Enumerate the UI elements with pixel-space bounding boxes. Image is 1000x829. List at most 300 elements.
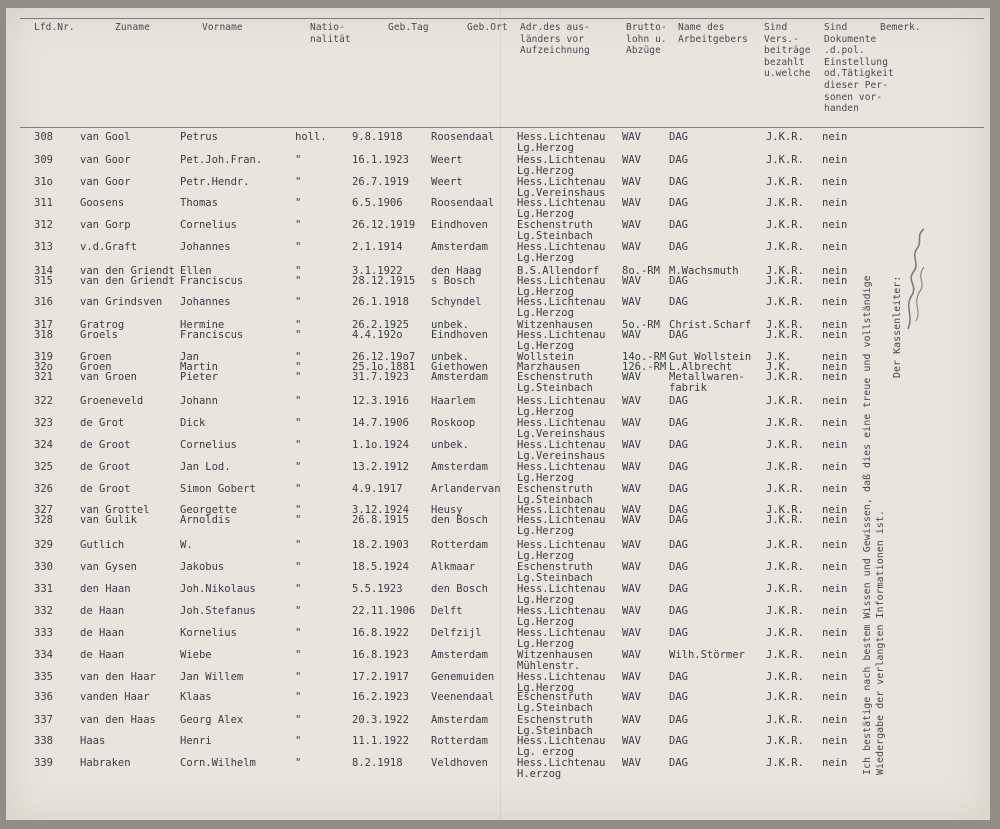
row-surname: van Gulik: [80, 514, 137, 526]
row-insurance: J.K.: [766, 361, 792, 373]
row-insurance: J.K.R.: [766, 583, 804, 595]
row-employer: M.Wachsmuth: [669, 265, 739, 277]
row-nationality: ": [295, 329, 302, 341]
row-row-number: 324: [34, 439, 53, 451]
row-wage: WAV: [622, 514, 641, 526]
row-documents: nein: [822, 461, 848, 473]
row-documents: nein: [822, 265, 848, 277]
row-insurance: J.K.R.: [766, 757, 804, 769]
row-surname: van den Haar: [80, 671, 156, 683]
row-birth-place: Giethowen: [431, 361, 488, 373]
row-address: Hess.Lichtenau Lg.Herzog: [517, 275, 606, 298]
row-employer: DAG: [669, 197, 688, 209]
row-row-number: 322: [34, 395, 53, 407]
row-birth-place: Eindhoven: [431, 219, 488, 231]
row-row-number: 328: [34, 514, 53, 526]
row-nationality: ": [295, 514, 302, 526]
row-address: Hess.Lichtenau Lg.Herzog: [517, 605, 606, 628]
row-birth-date: 26.12.19o7: [352, 351, 416, 363]
row-employer: Wilh.Störmer: [669, 649, 745, 661]
row-documents: nein: [822, 197, 848, 209]
page-fold: [500, 8, 501, 820]
row-documents: nein: [822, 131, 848, 143]
row-row-number: 334: [34, 649, 53, 661]
row-insurance: J.K.R.: [766, 176, 804, 188]
row-nationality: ": [295, 757, 302, 769]
row-employer: DAG: [669, 714, 688, 726]
row-wage: WAV: [622, 439, 641, 451]
row-birth-date: 26.1.1918: [352, 296, 409, 308]
row-nationality: ": [295, 275, 302, 287]
row-nationality: ": [295, 483, 302, 495]
row-employer: L.Albrecht: [669, 361, 733, 373]
row-address: Hess.Lichtenau H.erzog: [517, 757, 606, 780]
header-versicherungsbeitraege: Sind Vers.- beiträge bezahlt u.welche: [764, 22, 811, 80]
row-documents: nein: [822, 241, 848, 253]
row-address: Hess.Lichtenau Lg.Vereinshaus: [517, 176, 606, 199]
row-surname: vanden Haar: [80, 691, 150, 703]
row-documents: nein: [822, 417, 848, 429]
row-documents: nein: [822, 176, 848, 188]
row-nationality: ": [295, 371, 302, 383]
row-row-number: 315: [34, 275, 53, 287]
row-first-name: Ellen: [180, 265, 212, 277]
row-address: Eschenstruth Lg.Steinbach: [517, 561, 593, 584]
row-birth-date: 1.1o.1924: [352, 439, 409, 451]
row-wage: WAV: [622, 275, 641, 287]
row-nationality: ": [295, 219, 302, 231]
row-row-number: 323: [34, 417, 53, 429]
row-surname: Gutlich: [80, 539, 125, 551]
row-nationality: ": [295, 417, 302, 429]
row-nationality: ": [295, 605, 302, 617]
row-birth-date: 4.9.1917: [352, 483, 403, 495]
row-birth-date: 22.11.1906: [352, 605, 416, 617]
row-nationality: ": [295, 627, 302, 639]
row-row-number: 333: [34, 627, 53, 639]
row-wage: WAV: [622, 504, 641, 516]
row-birth-date: 9.8.1918: [352, 131, 403, 143]
row-birth-place: Arlandervan: [431, 483, 501, 495]
row-surname: van Grottel: [80, 504, 150, 516]
row-surname: Groen: [80, 351, 112, 363]
row-insurance: J.K.R.: [766, 197, 804, 209]
header-geb-ort: Geb.Ort: [467, 22, 508, 33]
row-birth-place: Veldhoven: [431, 757, 488, 769]
row-birth-date: 16.1.1923: [352, 154, 409, 166]
row-address: Hess.Lichtenau Lg.Herzog: [517, 197, 606, 220]
row-first-name: Martin: [180, 361, 218, 373]
row-first-name: W.: [180, 539, 193, 551]
row-row-number: 338: [34, 735, 53, 747]
row-birth-date: 3.12.1924: [352, 504, 409, 516]
row-insurance: J.K.R.: [766, 219, 804, 231]
row-employer: DAG: [669, 514, 688, 526]
row-documents: nein: [822, 439, 848, 451]
row-row-number: 314: [34, 265, 53, 277]
row-wage: WAV: [622, 176, 641, 188]
header-lfd-nr: Lfd.Nr.: [34, 22, 75, 33]
row-wage: WAV: [622, 154, 641, 166]
row-insurance: J.K.R.: [766, 329, 804, 341]
row-employer: DAG: [669, 417, 688, 429]
row-birth-date: 25.1o.1881: [352, 361, 416, 373]
row-birth-date: 26.2.1925: [352, 319, 409, 331]
row-nationality: ": [295, 504, 302, 516]
row-wage: WAV: [622, 714, 641, 726]
row-wage: WAV: [622, 241, 641, 253]
row-row-number: 321: [34, 371, 53, 383]
row-insurance: J.K.R.: [766, 671, 804, 683]
row-wage: WAV: [622, 627, 641, 639]
row-surname: van Gysen: [80, 561, 137, 573]
row-address: Hess.Lichtenau Lg.Vereinshaus: [517, 439, 606, 462]
row-address: Hess.Lichtenau Lg.Herzog: [517, 461, 606, 484]
row-insurance: J.K.R.: [766, 735, 804, 747]
row-wage: WAV: [622, 561, 641, 573]
row-birth-place: Heusy: [431, 504, 463, 516]
row-first-name: Thomas: [180, 197, 218, 209]
row-row-number: 337: [34, 714, 53, 726]
row-surname: van Gool: [80, 131, 131, 143]
row-surname: Groeneveld: [80, 395, 144, 407]
row-employer: DAG: [669, 735, 688, 747]
row-address: Hess.Lichtenau Lg.Herzog: [517, 131, 606, 154]
row-documents: nein: [822, 154, 848, 166]
row-surname: de Groot: [80, 483, 131, 495]
row-nationality: ": [295, 583, 302, 595]
row-birth-date: 16.8.1923: [352, 649, 409, 661]
row-surname: van Goor: [80, 176, 131, 188]
row-first-name: Pieter: [180, 371, 218, 383]
row-row-number: 326: [34, 483, 53, 495]
row-birth-place: Delft: [431, 605, 463, 617]
row-nationality: ": [295, 691, 302, 703]
row-documents: nein: [822, 539, 848, 551]
row-birth-place: Weert: [431, 176, 463, 188]
row-row-number: 319: [34, 351, 53, 363]
row-first-name: Franciscus: [180, 329, 244, 341]
row-first-name: Jan Lod.: [180, 461, 231, 473]
row-first-name: Simon Gobert: [180, 483, 256, 495]
row-wage: WAV: [622, 483, 641, 495]
row-address: Eschenstruth Lg.Steinbach: [517, 371, 593, 394]
row-row-number: 311: [34, 197, 53, 209]
row-birth-date: 17.2.1917: [352, 671, 409, 683]
row-wage: WAV: [622, 757, 641, 769]
row-birth-place: Veenendaal: [431, 691, 495, 703]
row-birth-date: 20.3.1922: [352, 714, 409, 726]
row-surname: van Goor: [80, 154, 131, 166]
row-birth-place: Roskoop: [431, 417, 476, 429]
row-wage: WAV: [622, 329, 641, 341]
row-surname: de Grot: [80, 417, 125, 429]
row-birth-date: 28.12.1915: [352, 275, 416, 287]
row-birth-date: 2.1.1914: [352, 241, 403, 253]
row-employer: DAG: [669, 395, 688, 407]
row-surname: de Haan: [80, 627, 125, 639]
row-birth-date: 26.7.1919: [352, 176, 409, 188]
row-insurance: J.K.R.: [766, 439, 804, 451]
row-insurance: J.K.: [766, 351, 792, 363]
row-surname: van den Griendt: [80, 265, 175, 277]
row-surname: van Grindsven: [80, 296, 163, 308]
row-documents: nein: [822, 504, 848, 516]
row-documents: nein: [822, 329, 848, 341]
row-employer: DAG: [669, 296, 688, 308]
row-surname: Groen: [80, 361, 112, 373]
row-wage: WAV: [622, 649, 641, 661]
row-nationality: ": [295, 361, 302, 373]
row-documents: nein: [822, 395, 848, 407]
row-birth-place: Amsterdam: [431, 241, 488, 253]
row-documents: nein: [822, 649, 848, 661]
row-employer: Christ.Scharf: [669, 319, 752, 331]
row-documents: nein: [822, 714, 848, 726]
row-address: Hess.Lichtenau Lg.Herzog: [517, 329, 606, 352]
row-row-number: 32o: [34, 361, 53, 373]
row-first-name: Jan Willem: [180, 671, 244, 683]
row-birth-date: 26.8.1915: [352, 514, 409, 526]
row-first-name: Jan: [180, 351, 199, 363]
row-address: Eschenstruth Lg.Steinbach: [517, 483, 593, 506]
row-nationality: ": [295, 265, 302, 277]
row-birth-place: den Bosch: [431, 514, 488, 526]
row-row-number: 329: [34, 539, 53, 551]
row-birth-date: 3.1.1922: [352, 265, 403, 277]
row-row-number: 313: [34, 241, 53, 253]
row-birth-place: Weert: [431, 154, 463, 166]
row-nationality: ": [295, 395, 302, 407]
row-address: Hess.Lichtenau Lg.Herzog: [517, 539, 606, 562]
row-first-name: Wiebe: [180, 649, 212, 661]
row-employer: DAG: [669, 691, 688, 703]
row-address: Hess.Lichtenau Lg.Vereinshaus: [517, 417, 606, 440]
row-row-number: 335: [34, 671, 53, 683]
row-documents: nein: [822, 319, 848, 331]
row-birth-place: Haarlem: [431, 395, 476, 407]
row-documents: nein: [822, 757, 848, 769]
row-wage: WAV: [622, 671, 641, 683]
row-first-name: Kornelius: [180, 627, 237, 639]
row-insurance: J.K.R.: [766, 514, 804, 526]
header-nationalitaet: Natio- nalität: [310, 22, 351, 45]
row-wage: WAV: [622, 395, 641, 407]
row-insurance: J.K.R.: [766, 395, 804, 407]
certification-text-line2: Wiedergabe der verlangten Informationen ist.: [875, 510, 886, 775]
row-birth-date: 11.1.1922: [352, 735, 409, 747]
row-first-name: Klaas: [180, 691, 212, 703]
row-birth-date: 14.7.1906: [352, 417, 409, 429]
row-employer: DAG: [669, 561, 688, 573]
row-insurance: J.K.R.: [766, 319, 804, 331]
row-address: Hess.Lichtenau: [517, 504, 606, 516]
row-insurance: J.K.R.: [766, 371, 804, 383]
row-documents: nein: [822, 627, 848, 639]
header-bemerkungen: Bemerk.: [880, 22, 921, 33]
row-address: Hess.Lichtenau Lg.Herzog: [517, 395, 606, 418]
row-birth-place: Amsterdam: [431, 714, 488, 726]
row-birth-place: Alkmaar: [431, 561, 476, 573]
row-birth-place: s Bosch: [431, 275, 476, 287]
row-wage: WAV: [622, 296, 641, 308]
header-bruttolohn: Brutto- lohn u. Abzüge: [626, 22, 667, 57]
row-documents: nein: [822, 219, 848, 231]
row-address: Hess.Lichtenau Lg.Herzog: [517, 514, 606, 537]
signature-label: Der Kassenleiter:: [892, 275, 903, 378]
row-nationality: ": [295, 649, 302, 661]
row-nationality: ": [295, 539, 302, 551]
row-first-name: Petrus: [180, 131, 218, 143]
row-employer: DAG: [669, 583, 688, 595]
row-row-number: 327: [34, 504, 53, 516]
row-employer: DAG: [669, 154, 688, 166]
row-birth-place: den Haag: [431, 265, 482, 277]
row-insurance: J.K.R.: [766, 691, 804, 703]
row-surname: de Haan: [80, 649, 125, 661]
row-birth-place: Delfzijl: [431, 627, 482, 639]
row-first-name: Arnoldis: [180, 514, 231, 526]
row-first-name: Georgette: [180, 504, 237, 516]
row-surname: van Groen: [80, 371, 137, 383]
row-nationality: ": [295, 351, 302, 363]
row-documents: nein: [822, 296, 848, 308]
row-nationality: ": [295, 176, 302, 188]
row-nationality: holl.: [295, 131, 327, 143]
row-employer: DAG: [669, 461, 688, 473]
row-row-number: 31o: [34, 176, 53, 188]
row-nationality: ": [295, 671, 302, 683]
row-address: Hess.Lichtenau Lg.Herzog: [517, 627, 606, 650]
row-wage: WAV: [622, 735, 641, 747]
row-row-number: 312: [34, 219, 53, 231]
row-surname: van den Griendt: [80, 275, 175, 287]
row-address: Hess.Lichtenau Lg.Herzog: [517, 154, 606, 177]
row-row-number: 339: [34, 757, 53, 769]
row-address: Hess.Lichtenau Lg.Herzog: [517, 583, 606, 606]
row-wage: WAV: [622, 461, 641, 473]
row-insurance: J.K.R.: [766, 154, 804, 166]
row-nationality: ": [295, 735, 302, 747]
row-address: Witzenhausen: [517, 319, 593, 331]
row-insurance: J.K.R.: [766, 504, 804, 516]
row-row-number: 318: [34, 329, 53, 341]
header-dokumente: Sind Dokumente .d.pol. Einstellung od.Tätigkeit dieser Per- sonen vor- handen: [824, 22, 894, 115]
row-birth-place: Genemuiden: [431, 671, 495, 683]
row-birth-date: 31.7.1923: [352, 371, 409, 383]
row-wage: WAV: [622, 197, 641, 209]
row-address: Hess.Lichtenau Lg.Herzog: [517, 296, 606, 319]
row-row-number: 317: [34, 319, 53, 331]
row-birth-date: 18.2.1903: [352, 539, 409, 551]
row-birth-place: Rotterdam: [431, 539, 488, 551]
row-address: Wollstein: [517, 351, 574, 363]
row-birth-place: unbek.: [431, 439, 469, 451]
row-employer: Metallwaren- fabrik: [669, 371, 745, 394]
row-surname: van Gorp: [80, 219, 131, 231]
row-surname: Habraken: [80, 757, 131, 769]
row-surname: de Groot: [80, 461, 131, 473]
row-employer: DAG: [669, 627, 688, 639]
header-top-rule: [20, 18, 984, 19]
row-birth-date: 6.5.1906: [352, 197, 403, 209]
row-employer: DAG: [669, 757, 688, 769]
row-insurance: J.K.R.: [766, 461, 804, 473]
row-nationality: ": [295, 439, 302, 451]
header-arbeitgeber: Name des Arbeitgebers: [678, 22, 748, 45]
row-surname: Haas: [80, 735, 106, 747]
row-nationality: ": [295, 319, 302, 331]
row-wage: WAV: [622, 583, 641, 595]
row-wage: 14o.-RM: [622, 351, 667, 363]
row-nationality: ": [295, 461, 302, 473]
row-insurance: J.K.R.: [766, 714, 804, 726]
row-documents: nein: [822, 514, 848, 526]
row-wage: WAV: [622, 131, 641, 143]
row-birth-place: den Bosch: [431, 583, 488, 595]
row-birth-place: unbek.: [431, 319, 469, 331]
row-employer: Gut Wollstein: [669, 351, 752, 363]
row-surname: de Groot: [80, 439, 131, 451]
row-birth-place: Roosendaal: [431, 131, 495, 143]
row-surname: van den Haas: [80, 714, 156, 726]
row-row-number: 316: [34, 296, 53, 308]
row-documents: nein: [822, 483, 848, 495]
row-address: Eschenstruth Lg.Steinbach: [517, 714, 593, 737]
row-birth-date: 13.2.1912: [352, 461, 409, 473]
row-documents: nein: [822, 735, 848, 747]
row-address: Marzhausen: [517, 361, 581, 373]
row-birth-date: 12.3.1916: [352, 395, 409, 407]
row-row-number: 332: [34, 605, 53, 617]
row-row-number: 336: [34, 691, 53, 703]
row-nationality: ": [295, 561, 302, 573]
row-birth-date: 4.4.192o: [352, 329, 403, 341]
row-birth-date: 16.2.1923: [352, 691, 409, 703]
row-documents: nein: [822, 371, 848, 383]
row-address: B.S.Allendorf: [517, 265, 600, 277]
row-first-name: Corn.Wilhelm: [180, 757, 256, 769]
row-documents: nein: [822, 351, 848, 363]
row-birth-place: Rotterdam: [431, 735, 488, 747]
row-employer: DAG: [669, 329, 688, 341]
row-surname: den Haan: [80, 583, 131, 595]
row-employer: DAG: [669, 671, 688, 683]
header-bottom-rule: [20, 127, 984, 128]
row-nationality: ": [295, 154, 302, 166]
row-first-name: Joh.Nikolaus: [180, 583, 256, 595]
row-insurance: J.K.R.: [766, 417, 804, 429]
row-address: Hess.Lichtenau Lg. erzog: [517, 735, 606, 758]
row-insurance: J.K.R.: [766, 131, 804, 143]
row-insurance: J.K.R.: [766, 265, 804, 277]
row-birth-date: 18.5.1924: [352, 561, 409, 573]
row-employer: DAG: [669, 539, 688, 551]
row-employer: DAG: [669, 483, 688, 495]
row-first-name: Joh.Stefanus: [180, 605, 256, 617]
row-documents: nein: [822, 691, 848, 703]
row-employer: DAG: [669, 605, 688, 617]
row-documents: nein: [822, 361, 848, 373]
row-employer: DAG: [669, 504, 688, 516]
row-insurance: J.K.R.: [766, 539, 804, 551]
row-birth-place: Eindhoven: [431, 329, 488, 341]
row-row-number: 308: [34, 131, 53, 143]
row-surname: Gratrog: [80, 319, 125, 331]
row-wage: WAV: [622, 539, 641, 551]
row-insurance: J.K.R.: [766, 649, 804, 661]
row-address: Hess.Lichtenau Lg.Herzog: [517, 241, 606, 264]
